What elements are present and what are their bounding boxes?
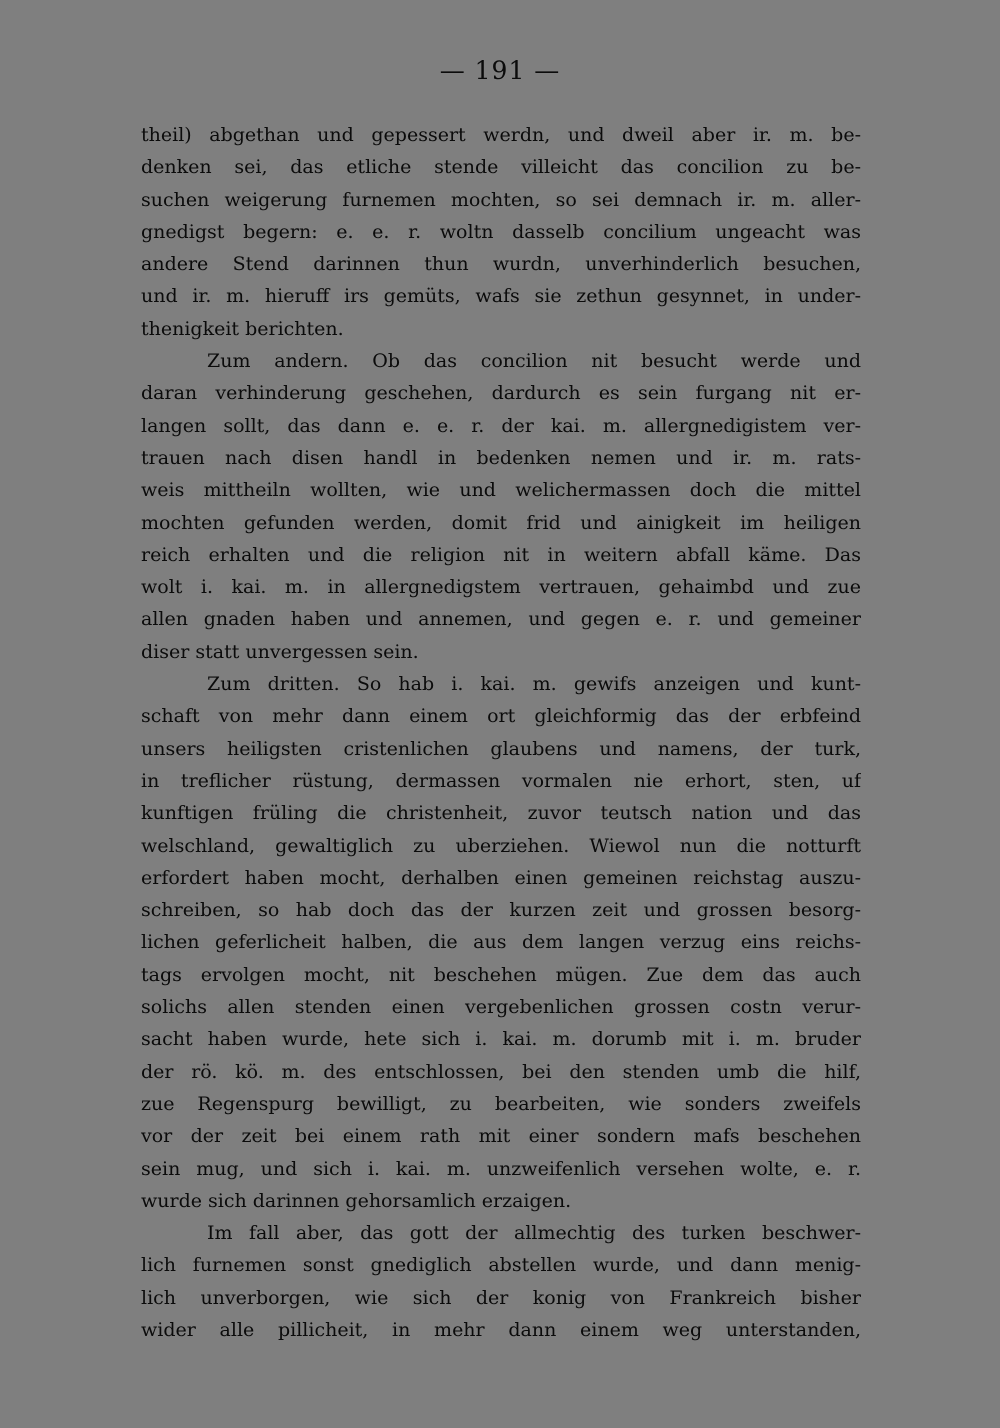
text-line: Zum dritten. So hab i. kai. m. gewifs anzeigen und kunt- — [207, 673, 861, 696]
text-line: reich erhalten und die religion nit in weitern abfall käme. Das — [141, 543, 861, 566]
text-line: schaft von mehr dann einem ort gleichformig das der erbfeind — [141, 705, 861, 728]
text-line: welschland, gewaltiglich zu uberziehen. Wiewol nun die notturft — [141, 834, 861, 857]
text-line: lich furnemen sonst gnediglich abstellen wurde, und dann menig- — [141, 1254, 861, 1277]
text-line: langen sollt, das dann e. e. r. der kai. m. allergnedigistem ver- — [141, 414, 861, 437]
text-line: wurde sich darinnen gehorsamlich erzaigen. — [141, 1189, 572, 1212]
text-line: trauen nach disen handl in bedenken nemen und ir. m. rats- — [141, 446, 861, 469]
text-line: in treflicher rüstung, dermassen vormalen nie erhort, sten, uf — [141, 769, 861, 792]
text-line: der rö. kö. m. des entschlossen, bei den stenden umb die hilf, — [141, 1060, 861, 1083]
text-line: suchen weigerung furnemen mochten, so sei demnach ir. m. aller- — [141, 188, 861, 211]
text-line: weis mittheiln wollten, wie und welichermassen doch die mittel — [141, 479, 861, 502]
text-line: gnedigst begern: e. e. r. woltn dasselb concilium ungeacht was — [141, 220, 861, 243]
text-line: und ir. m. hieruff irs gemüts, wafs sie zethun gesynnet, in under- — [141, 285, 861, 308]
text-line: unsers heiligsten cristenlichen glaubens und namens, der turk, — [141, 737, 861, 760]
text-line: mochten gefunden werden, domit frid und ainigkeit im heiligen — [141, 511, 861, 534]
text-line: lich unverborgen, wie sich der konig von Frankreich bisher — [141, 1286, 861, 1309]
text-line: theil) abgethan und gepessert werdn, und dweil aber ir. m. be- — [141, 124, 861, 146]
text-line: erfordert haben mocht, derhalben einen gemeinen reichstag auszu- — [141, 866, 861, 889]
text-line: sacht haben wurde, hete sich i. kai. m. dorumb mit i. m. bruder — [141, 1028, 861, 1051]
text-line: diser statt unvergessen sein. — [141, 640, 419, 663]
text-line: sein mug, und sich i. kai. m. unzweifenlich versehen wolte, e. r. — [141, 1157, 861, 1180]
text-line: Zum andern. Ob das concilion nit besucht werde und — [207, 350, 861, 373]
text-line: allen gnaden haben und annemen, und gegen e. r. und gemeiner — [141, 608, 861, 631]
text-line: wolt i. kai. m. in allergnedigstem vertrauen, gehaimbd und zue — [141, 576, 861, 599]
text-line: Im fall aber, das gott der allmechtig des turken beschwer- — [207, 1222, 861, 1245]
text-line: wider alle pillicheit, in mehr dann einem weg unterstanden, — [141, 1318, 861, 1341]
text-line: vor der zeit bei einem rath mit einer sondern mafs beschehen — [141, 1125, 861, 1148]
text-line: zue Regenspurg bewilligt, zu bearbeiten, wie sonders zweifels — [141, 1092, 861, 1115]
text-line: andere Stend darinnen thun wurdn, unverhinderlich besuchen, — [141, 253, 861, 276]
text-line: kunftigen früling die christenheit, zuvor teutsch nation und das — [141, 802, 861, 825]
text-line: tags ervolgen mocht, nit beschehen mügen. Zue dem das auch — [141, 963, 861, 986]
text-line: denken sei, das etliche stende villeicht das concilion zu be- — [141, 156, 861, 179]
text-line: daran verhinderung geschehen, dardurch es sein furgang nit er- — [141, 382, 861, 405]
page-number: — 191 — — [439, 56, 561, 85]
text-line: solichs allen stenden einen vergebenlichen grossen costn verur- — [141, 996, 861, 1019]
text-line: lichen geferlicheit halben, die aus dem langen verzug eins reichs- — [141, 931, 861, 954]
text-line: schreiben, so hab doch das der kurzen zeit und grossen besorg- — [141, 899, 861, 922]
text-line: thenigkeit berichten. — [141, 317, 344, 340]
body-text — [141, 119, 861, 1346]
